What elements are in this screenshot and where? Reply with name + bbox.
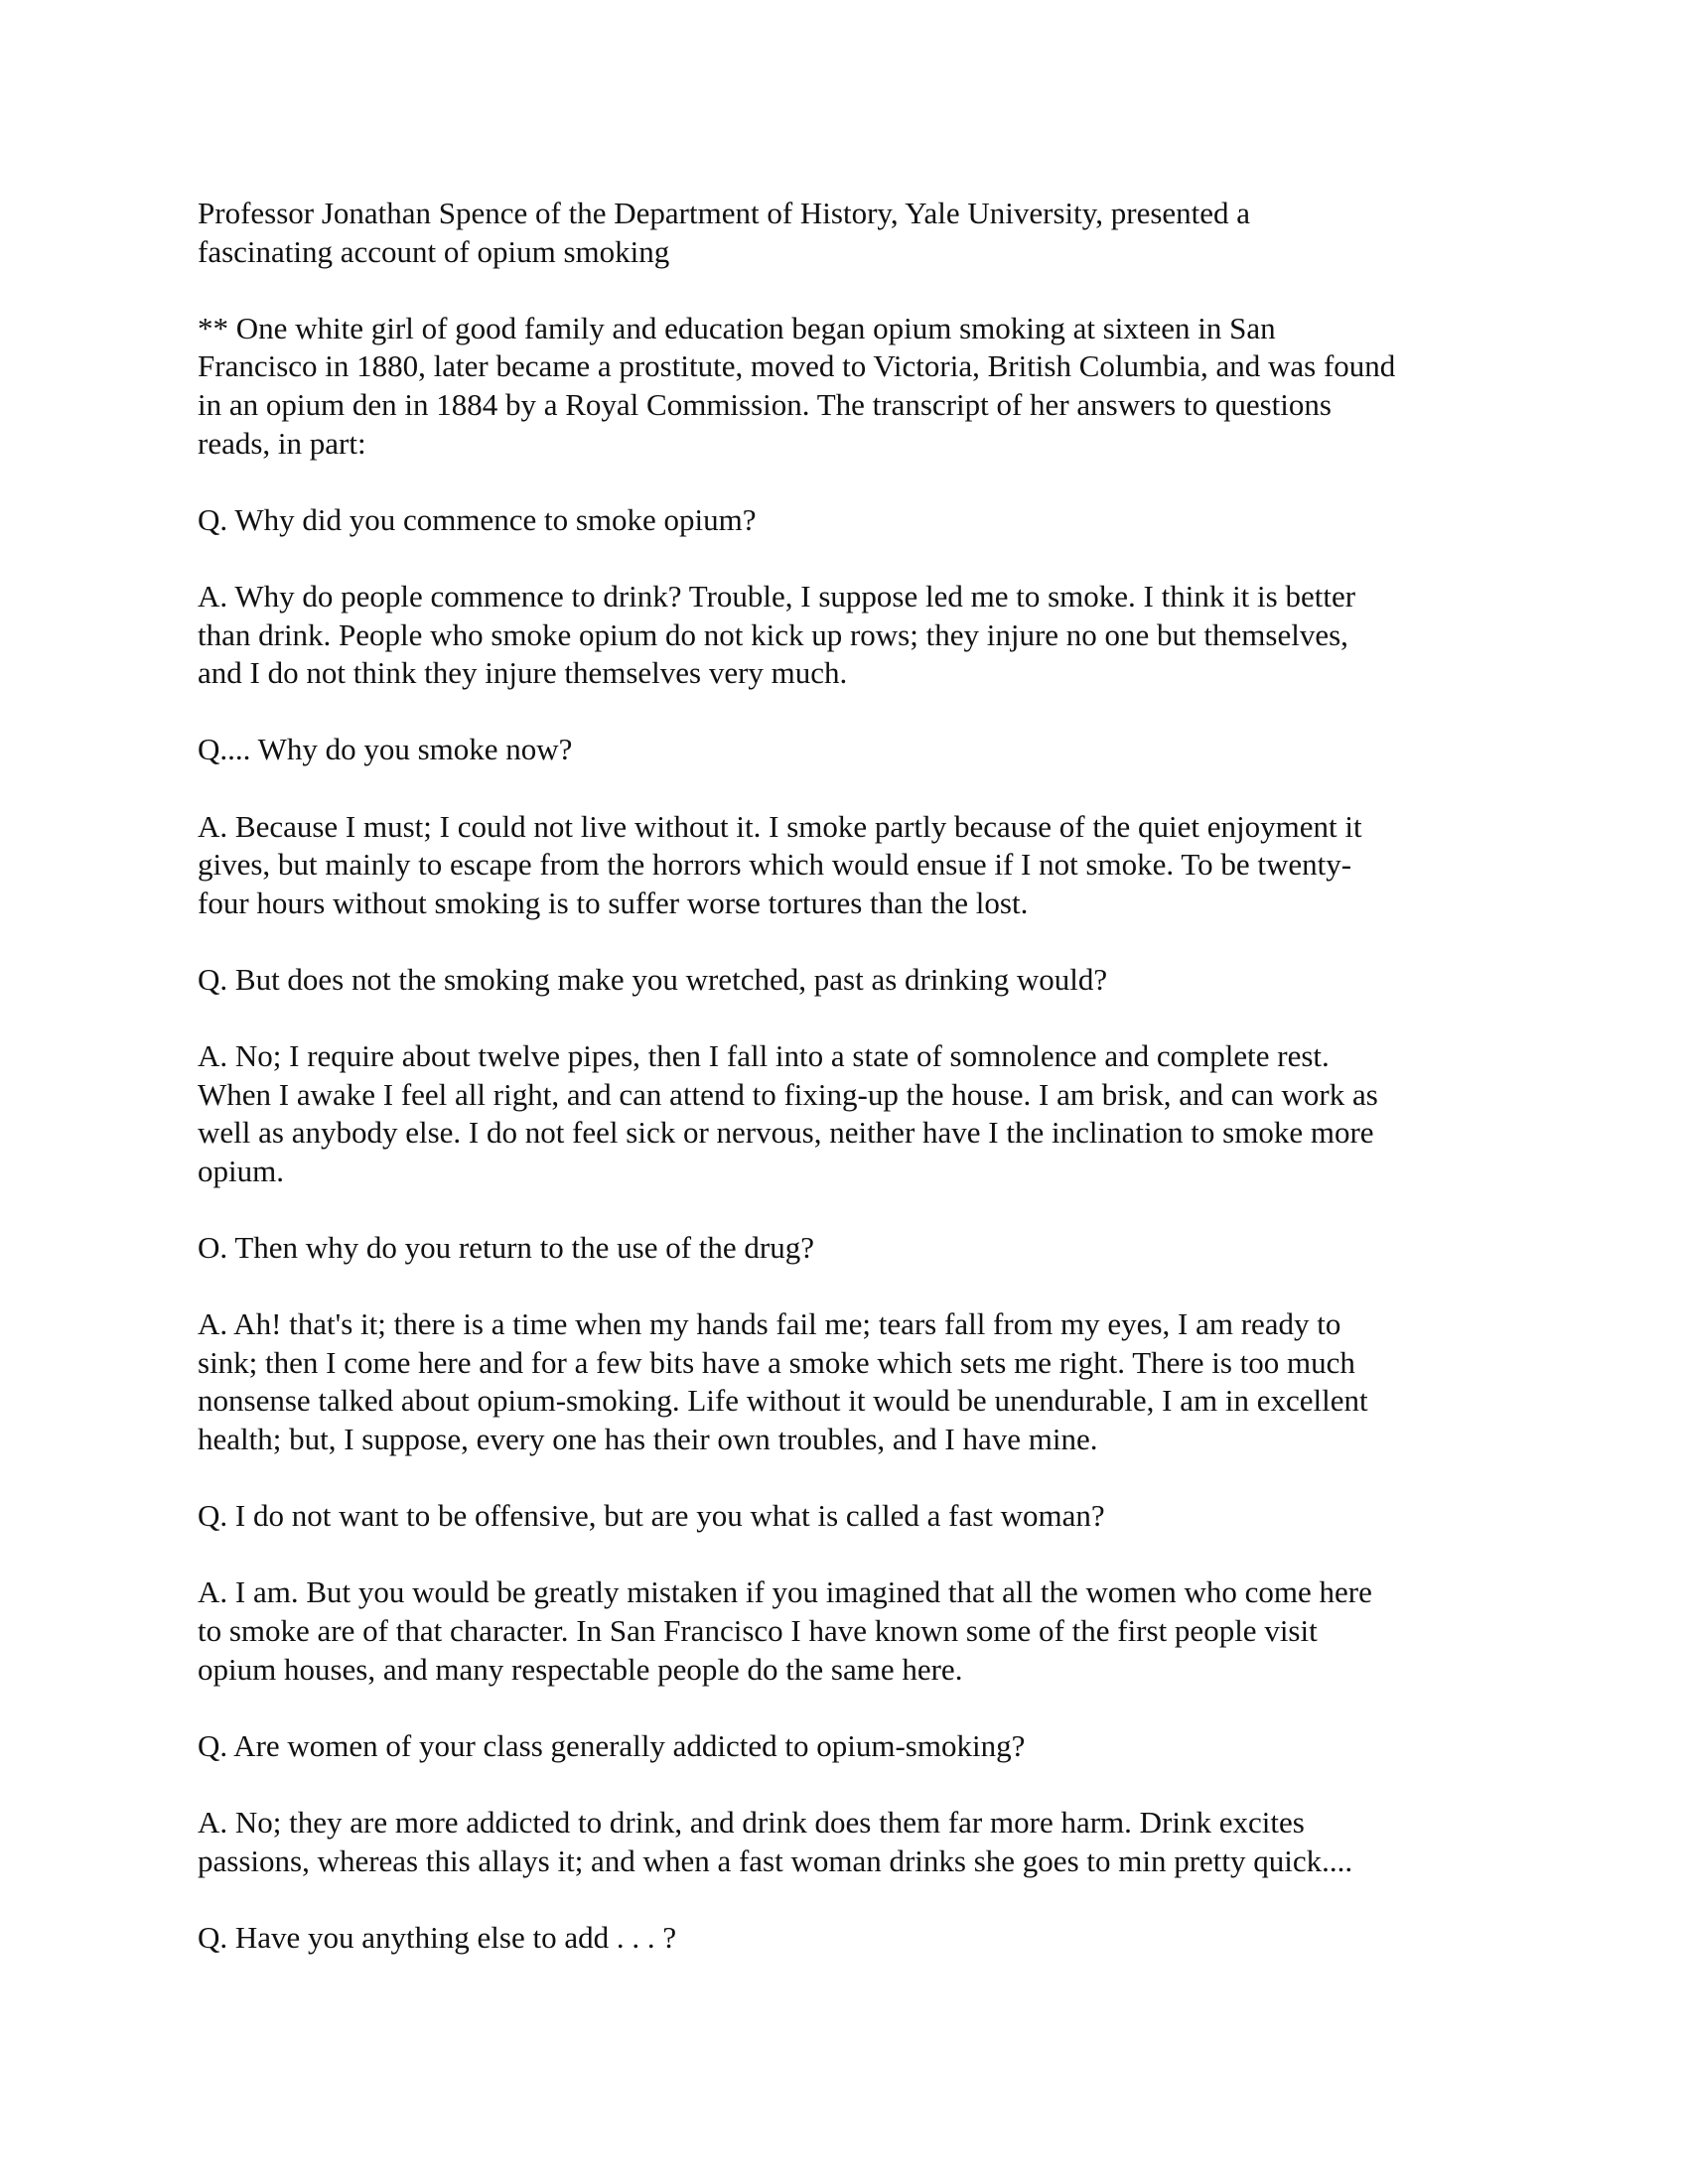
intro-paragraph: Professor Jonathan Spence of the Department of History, Yale University, presented a fascinating account of opium smoking: [198, 196, 1251, 269]
question-paragraph: Q. I do not want to be offensive, but are you what is called a fast woman?: [198, 1498, 1105, 1534]
question-paragraph: Q.... Why do you smoke now?: [198, 732, 573, 767]
question-paragraph: Q. Why did you commence to smoke opium?: [198, 501, 757, 537]
document-page: [198, 195, 1508, 1995]
answer-paragraph: A. Because I must; I could not live without it. I smoke partly because of the quiet enjoyment it gives, but mainly to escape from the horrors which would ensue if I not smoke. To be twenty- four hours without smoking is to suffer worse tortures than the lost.: [198, 808, 1362, 920]
answer-paragraph: A. Why do people commence to drink? Trouble, I suppose led me to smoke. I think it is better than drink. People who smoke opium do not kick up rows; they injure no one but themselves, and I do not think they injure themselves very much.: [198, 578, 1356, 691]
question-paragraph: O. Then why do you return to the use of the drug?: [198, 1230, 815, 1266]
question-paragraph: Q. But does not the smoking make you wretched, past as drinking would?: [198, 961, 1108, 997]
answer-paragraph: A. No; they are more addicted to drink, and drink does them far more harm. Drink excites passions, whereas this allays it; and when a fast woman drinks she goes to min pretty quick....: [198, 1804, 1353, 1878]
background-paragraph: ** One white girl of good family and education began opium smoking at sixteen in San Francisco in 1880, later became a prostitute, moved to Victoria, British Columbia, and was found in an opium den in 1884 by a Royal Commission. The transcript of her answers to questions reads, in part:: [198, 310, 1396, 461]
answer-paragraph: A. Ah! that's it; there is a time when my hands fail me; tears fall from my eyes, I am ready to sink; then I come here and for a few bits have a smoke which sets me right. There is too much nonsense talked about opium-smoking. Life without it would be unendurable, I am in excellent health; but, I suppose, every one has their own troubles, and I have mine.: [198, 1306, 1368, 1456]
answer-paragraph: A. No; I require about twelve pipes, then I fall into a state of somnolence and complete rest. When I awake I feel all right, and can attend to fixing-up the house. I am brisk, and can work as well as anybody else. I do not feel sick or nervous, neither have I the inclination to smoke more opium.: [198, 1038, 1378, 1188]
answer-paragraph: A. I am. But you would be greatly mistaken if you imagined that all the women who come here to smoke are of that character. In San Francisco I have known some of the first people visit opium houses, and many respectable people do the same here.: [198, 1574, 1372, 1687]
question-paragraph: Q. Are women of your class generally addicted to opium-smoking?: [198, 1727, 1026, 1763]
question-paragraph: Q. Have you anything else to add . . . ?: [198, 1919, 677, 1955]
